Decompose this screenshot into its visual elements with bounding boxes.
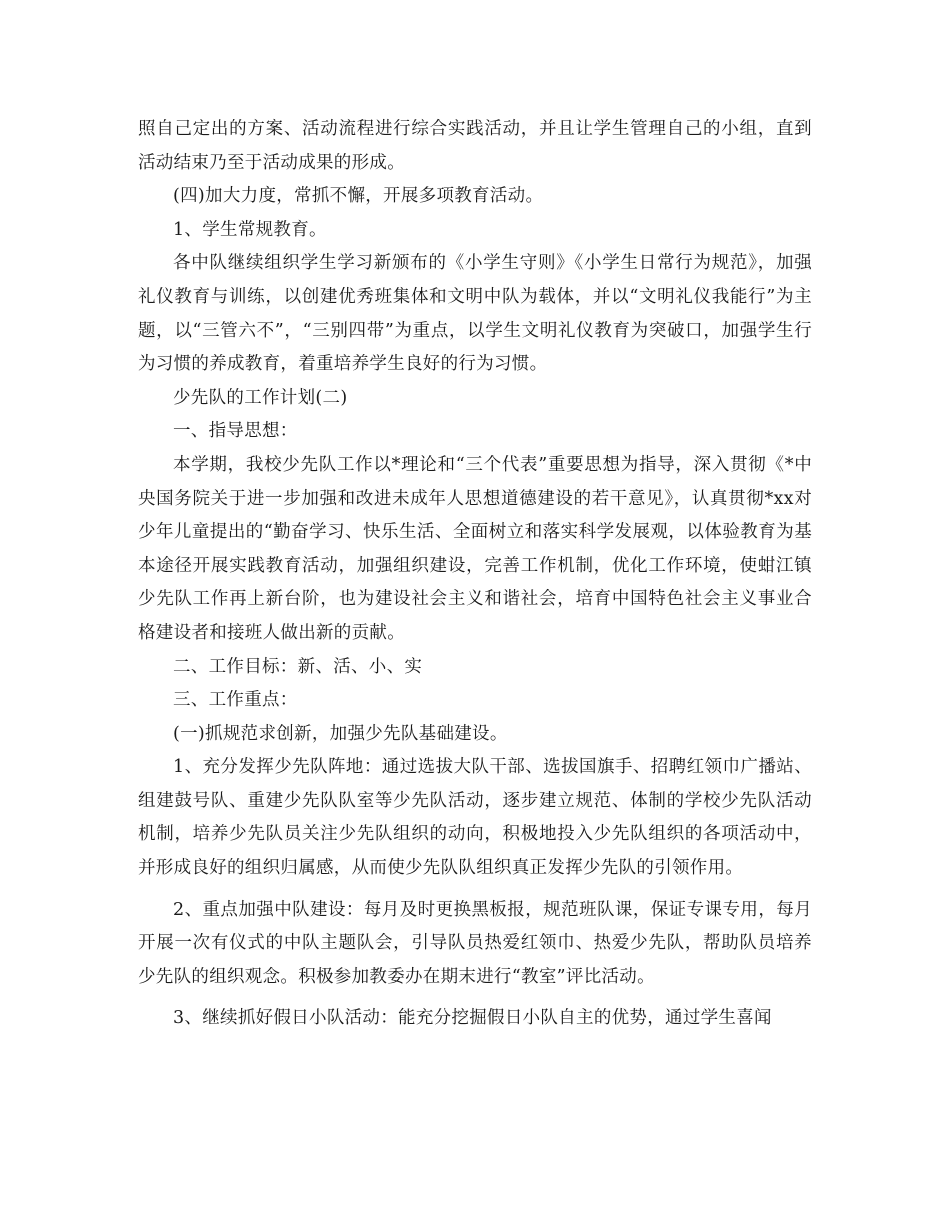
- heading-work-goal: 二、工作目标：新、活、小、实: [173, 656, 423, 677]
- section-title: 少先队的工作计划(二): [173, 387, 348, 408]
- paragraph-12: 2、重点加强中队建设：每月及时更换黑板报，规范班队课，保证专课专用，每月开展一次有仪式的中队主题队会，引导队员热爱红领巾、热爱少先队，帮助队员培养少先队的组织观念。积极参加教委办在期末进行“教室”评比活动。: [138, 899, 812, 987]
- subheading-1: (一)抓规范求创新，加强少先队基础建设。: [173, 723, 508, 744]
- heading-guiding-thought: 一、指导思想：: [173, 421, 298, 442]
- paragraph-13: 3、继续抓好假日小队活动：能充分挖掘假日小队自主的优势，通过学生喜闻: [173, 1008, 772, 1029]
- paragraph-1: 照自己定出的方案、活动流程进行综合实践活动，并且让学生管理自己的小组，直到活动结束乃至于活动成果的形成。: [138, 119, 812, 173]
- document-page: [138, 113, 812, 1036]
- heading-work-focus: 三、工作重点：: [173, 690, 298, 711]
- paragraph-7: 本学期，我校少先队工作以*理论和“三个代表”重要思想为指导，深入贯彻《*中央国务院关于进一步加强和改进未成年人思想道德建设的若干意见》，认真贯彻*xx对少年儿童提出的“勤奋学习、快乐生活、全面树立和落实科学发展观，以体验教育为基本途径开展实践教育活动，加强组织建设，完善工作机制，优化工作环境，使蚶江镇少先队工作再上新台阶，也为建设社会主义和谐社会，培育中国特色社会主义事业合格建设者和接班人做出新的贡献。: [138, 454, 812, 643]
- paragraph-2: (四)加大力度，常抓不懈，开展多项教育活动。: [173, 186, 544, 207]
- paragraph-3: 1、学生常规教育。: [173, 219, 327, 240]
- paragraph-11: 1、充分发挥少先队阵地：通过选拔大队干部、选拔国旗手、招聘红领巾广播站、组建鼓号队、重建少先队队室等少先队活动，逐步建立规范、体制的学校少先队活动机制，培养少先队员关注少先队组织的动向，积极地投入少先队组织的各项活动中，并形成良好的组织归属感，从而使少先队队组织真正发挥少先队的引领作用。: [138, 757, 812, 879]
- paragraph-4: 各中队继续组织学生学习新颁布的《小学生守则》《小学生日常行为规范》，加强礼仪教育与训练，以创建优秀班集体和文明中队为载体，并以“文明礼仪我能行”为主题，以“三管六不”，“三别四带”为重点，以学生文明礼仪教育为突破口，加强学生行为习惯的养成教育，着重培养学生良好的行为习惯。: [138, 253, 812, 375]
